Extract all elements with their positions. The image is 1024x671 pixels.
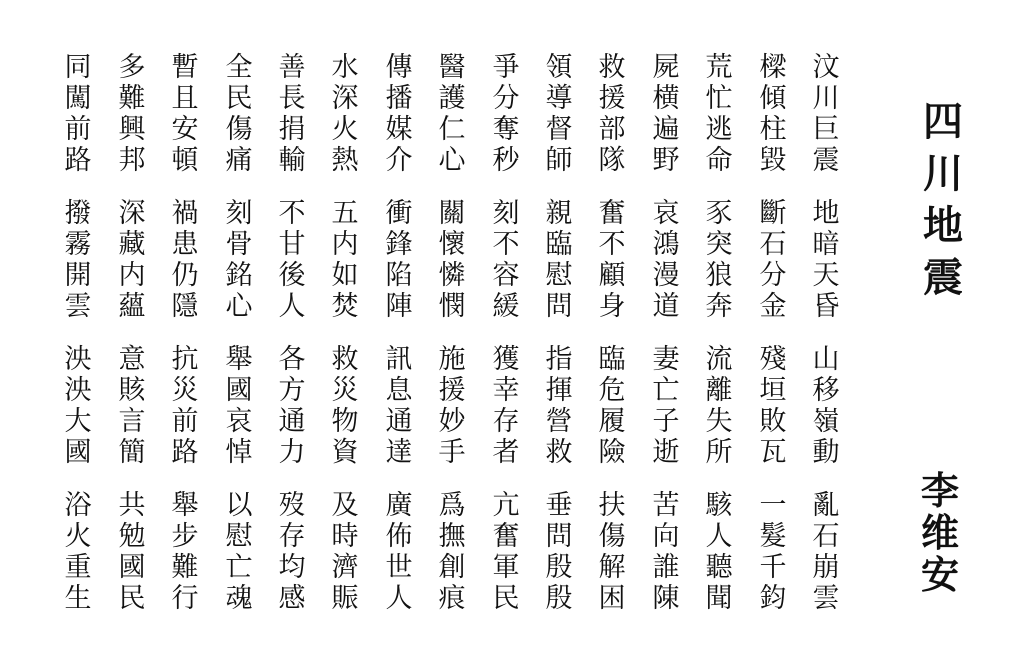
poem-phrase: 善長捐輸 — [278, 52, 306, 176]
poem-phrase: 施援妙手 — [438, 344, 466, 468]
poem-phrase: 浴火重生 — [64, 490, 92, 614]
poem-phrase: 地暗天昏 — [812, 198, 840, 322]
poem-phrase: 以慰亡魂 — [225, 490, 253, 614]
poem-phrase: 及時濟賑 — [331, 490, 359, 614]
poem-phrase: 共勉國民 — [118, 490, 146, 614]
poem-phrase: 獲幸存者 — [492, 344, 520, 468]
poem-phrase: 樑傾柱毀 — [759, 52, 787, 176]
poem-phrase: 水深火熱 — [331, 52, 359, 176]
poem-phrase: 斷石分金 — [759, 198, 787, 322]
poem-phrase: 刻不容緩 — [492, 198, 520, 322]
poem-phrase: 一髮千鈞 — [759, 490, 787, 614]
poem-author: 李维安 — [920, 468, 959, 597]
poem-phrase: 訊息通達 — [385, 344, 413, 468]
poem-phrase: 殘垣敗瓦 — [759, 344, 787, 468]
poem-phrase: 亂石崩雲 — [812, 490, 840, 614]
poem-phrase: 刻骨銘心 — [225, 198, 253, 322]
poem-phrase: 各方通力 — [278, 344, 306, 468]
poem-phrase: 扶傷解困 — [598, 490, 626, 614]
poem-phrase: 奮不顧身 — [598, 198, 626, 322]
poem-phrase: 舉步難行 — [171, 490, 199, 614]
poem-phrase: 全民傷痛 — [225, 52, 253, 176]
poem-phrase: 爲撫創痕 — [438, 490, 466, 614]
poem-phrase: 苦向誰陳 — [652, 490, 680, 614]
poem-phrase: 垂問殷殷 — [545, 490, 573, 614]
poem-phrase: 舉國哀悼 — [225, 344, 253, 468]
poem-phrase: 衝鋒陷陣 — [385, 198, 413, 322]
poem-phrase: 荒忙逃命 — [705, 52, 733, 176]
poem-phrase: 汶川巨震 — [812, 52, 840, 176]
poem-phrase: 親臨慰問 — [545, 198, 573, 322]
poem-phrase: 亢奮軍民 — [492, 490, 520, 614]
poem-phrase: 深藏内蘊 — [118, 198, 146, 322]
poem-phrase: 關懷憐憫 — [438, 198, 466, 322]
poem-phrase: 爭分奪秒 — [492, 52, 520, 176]
poem-phrase: 豕突狼奔 — [705, 198, 733, 322]
poem-phrase: 禍患仍隱 — [171, 198, 199, 322]
poem-phrase: 流離失所 — [705, 344, 733, 468]
poem-phrase: 醫護仁心 — [438, 52, 466, 176]
poem-phrase: 駭人聽聞 — [705, 490, 733, 614]
poem-phrase: 歿存均感 — [278, 490, 306, 614]
poem-phrase: 暫且安頓 — [171, 52, 199, 176]
poem-phrase: 山移嶺動 — [812, 344, 840, 468]
poem-phrase: 抗災前路 — [171, 344, 199, 468]
poem-phrase: 指揮營救 — [545, 344, 573, 468]
poem-phrase: 妻亡子逝 — [652, 344, 680, 468]
poem-phrase: 泱泱大國 — [64, 344, 92, 468]
poem-phrase: 五内如焚 — [331, 198, 359, 322]
poem-title: 四川地震 — [923, 98, 963, 301]
poem-phrase: 臨危履險 — [598, 344, 626, 468]
poem-phrase: 同闖前路 — [64, 52, 92, 176]
poem-phrase: 廣佈世人 — [385, 490, 413, 614]
poem-phrase: 哀鴻漫道 — [652, 198, 680, 322]
poem-phrase: 救災物資 — [331, 344, 359, 468]
poem-phrase: 傳播媒介 — [385, 52, 413, 176]
poem-phrase: 多難興邦 — [118, 52, 146, 176]
poem-phrase: 撥霧開雲 — [64, 198, 92, 322]
poem-phrase: 不甘後人 — [278, 198, 306, 322]
poem-phrase: 屍横遍野 — [652, 52, 680, 176]
poem-phrase: 領導督師 — [545, 52, 573, 176]
poem-phrase: 意賅言簡 — [118, 344, 146, 468]
poem-phrase: 救援部隊 — [598, 52, 626, 176]
